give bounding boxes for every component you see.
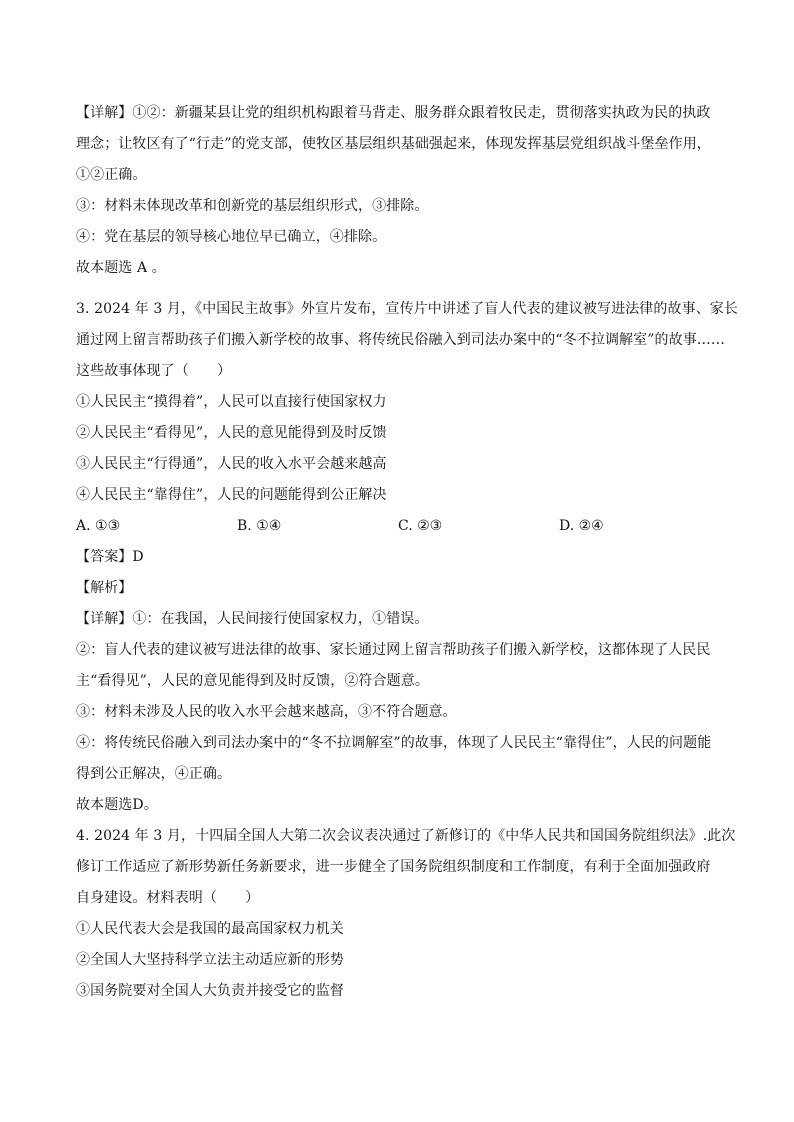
answer-line: 【答案】D [76, 549, 144, 565]
statement-item: ①人民代表大会是我国的最高国家权力机关 [76, 921, 344, 937]
answer-options [76, 511, 726, 542]
analysis-line: 得到公正解决，④正确。 [76, 766, 232, 782]
question-stem-line: 3. 2024 年 3 月，《中国民主故事》外宣片发布，宣传片中讲述了盲人代表的建议被写进法律的故事、家长 [76, 301, 738, 317]
statement-item: ④人民民主“靠得住”，人民的问题能得到公正解决 [76, 487, 387, 503]
question-stem-line: 修订工作适应了新形势新任务新要求，进一步健全了国务院组织制度和工作制度，有利于全面加强政府 [76, 859, 711, 875]
conclusion-line: 故本题选D。 [76, 797, 158, 813]
statement-item: ①人民民主“摸得着”，人民可以直接行使国家权力 [76, 394, 387, 410]
text-line: ③：材料未体现改革和创新党的基层组织形式，③排除。 [76, 198, 429, 214]
question-stem-line: 通过网上留言帮助孩子们搬入新学校的故事、将传统民俗融入到司法办案中的“冬不拉调解室”的故事…… [76, 332, 726, 348]
question-stem-line: 4. 2024 年 3 月，十四届全国人大第二次会议表决通过了新修订的《中华人民共和国国务院组织法》.此次 [76, 828, 736, 844]
text-line: ①②正确。 [76, 167, 147, 183]
text-line: 【详解】①②：新疆某县让党的组织机构跟着马背走、服务群众跟着牧民走，贯彻落实执政为民的执政 [76, 105, 711, 121]
option-a: A. ①③ [76, 518, 121, 534]
analysis-line: 主“看得见”，人民的意见能得到及时反馈，②符合题意。 [76, 673, 429, 689]
option-b: B. ①④ [237, 518, 282, 534]
question-stem-line: 自身建设。材料表明（ ） [76, 890, 260, 906]
option-c: C. ②③ [398, 518, 443, 534]
analysis-title: 【解析】 [76, 580, 133, 596]
analysis-line: ④：将传统民俗融入到司法办案中的“冬不拉调解室”的故事，体现了人民民主“靠得住”，人民的问题能 [76, 735, 712, 751]
question-stem-line: 这些故事体现了（ ） [76, 363, 232, 379]
question-3 [76, 294, 738, 821]
analysis-line: 【详解】①：在我国，人民间接行使国家权力，①错误。 [76, 611, 429, 627]
analysis-line: ③：材料未涉及人民的收入水平会越来越高，③不符合题意。 [76, 704, 457, 720]
text-line: 理念；让牧区有了“行走”的党支部，使牧区基层组织基础强起来，体现发挥基层党组织战斗堡垒作用， [76, 136, 711, 152]
conclusion-line: 故本题选 A 。 [76, 260, 166, 276]
text-line: ④：党在基层的领导核心地位早已确立，④排除。 [76, 229, 387, 245]
document-page [76, 98, 738, 1007]
analysis-line: ②：盲人代表的建议被写进法律的故事、家长通过网上留言帮助孩子们搬入新学校，这都体现了人民民 [76, 642, 711, 658]
statement-item: ②人民民主“看得见”，人民的意见能得到及时反馈 [76, 425, 387, 441]
statement-item: ②全国人大坚持科学立法主动适应新的形势 [76, 952, 344, 968]
statement-item: ③国务院要对全国人大负责并接受它的监督 [76, 983, 344, 999]
option-d: D. ②④ [559, 518, 604, 534]
question-4 [76, 821, 736, 1007]
statement-item: ③人民民主“行得通”，人民的收入水平会越来越高 [76, 456, 387, 472]
q2-explanation [76, 98, 726, 284]
